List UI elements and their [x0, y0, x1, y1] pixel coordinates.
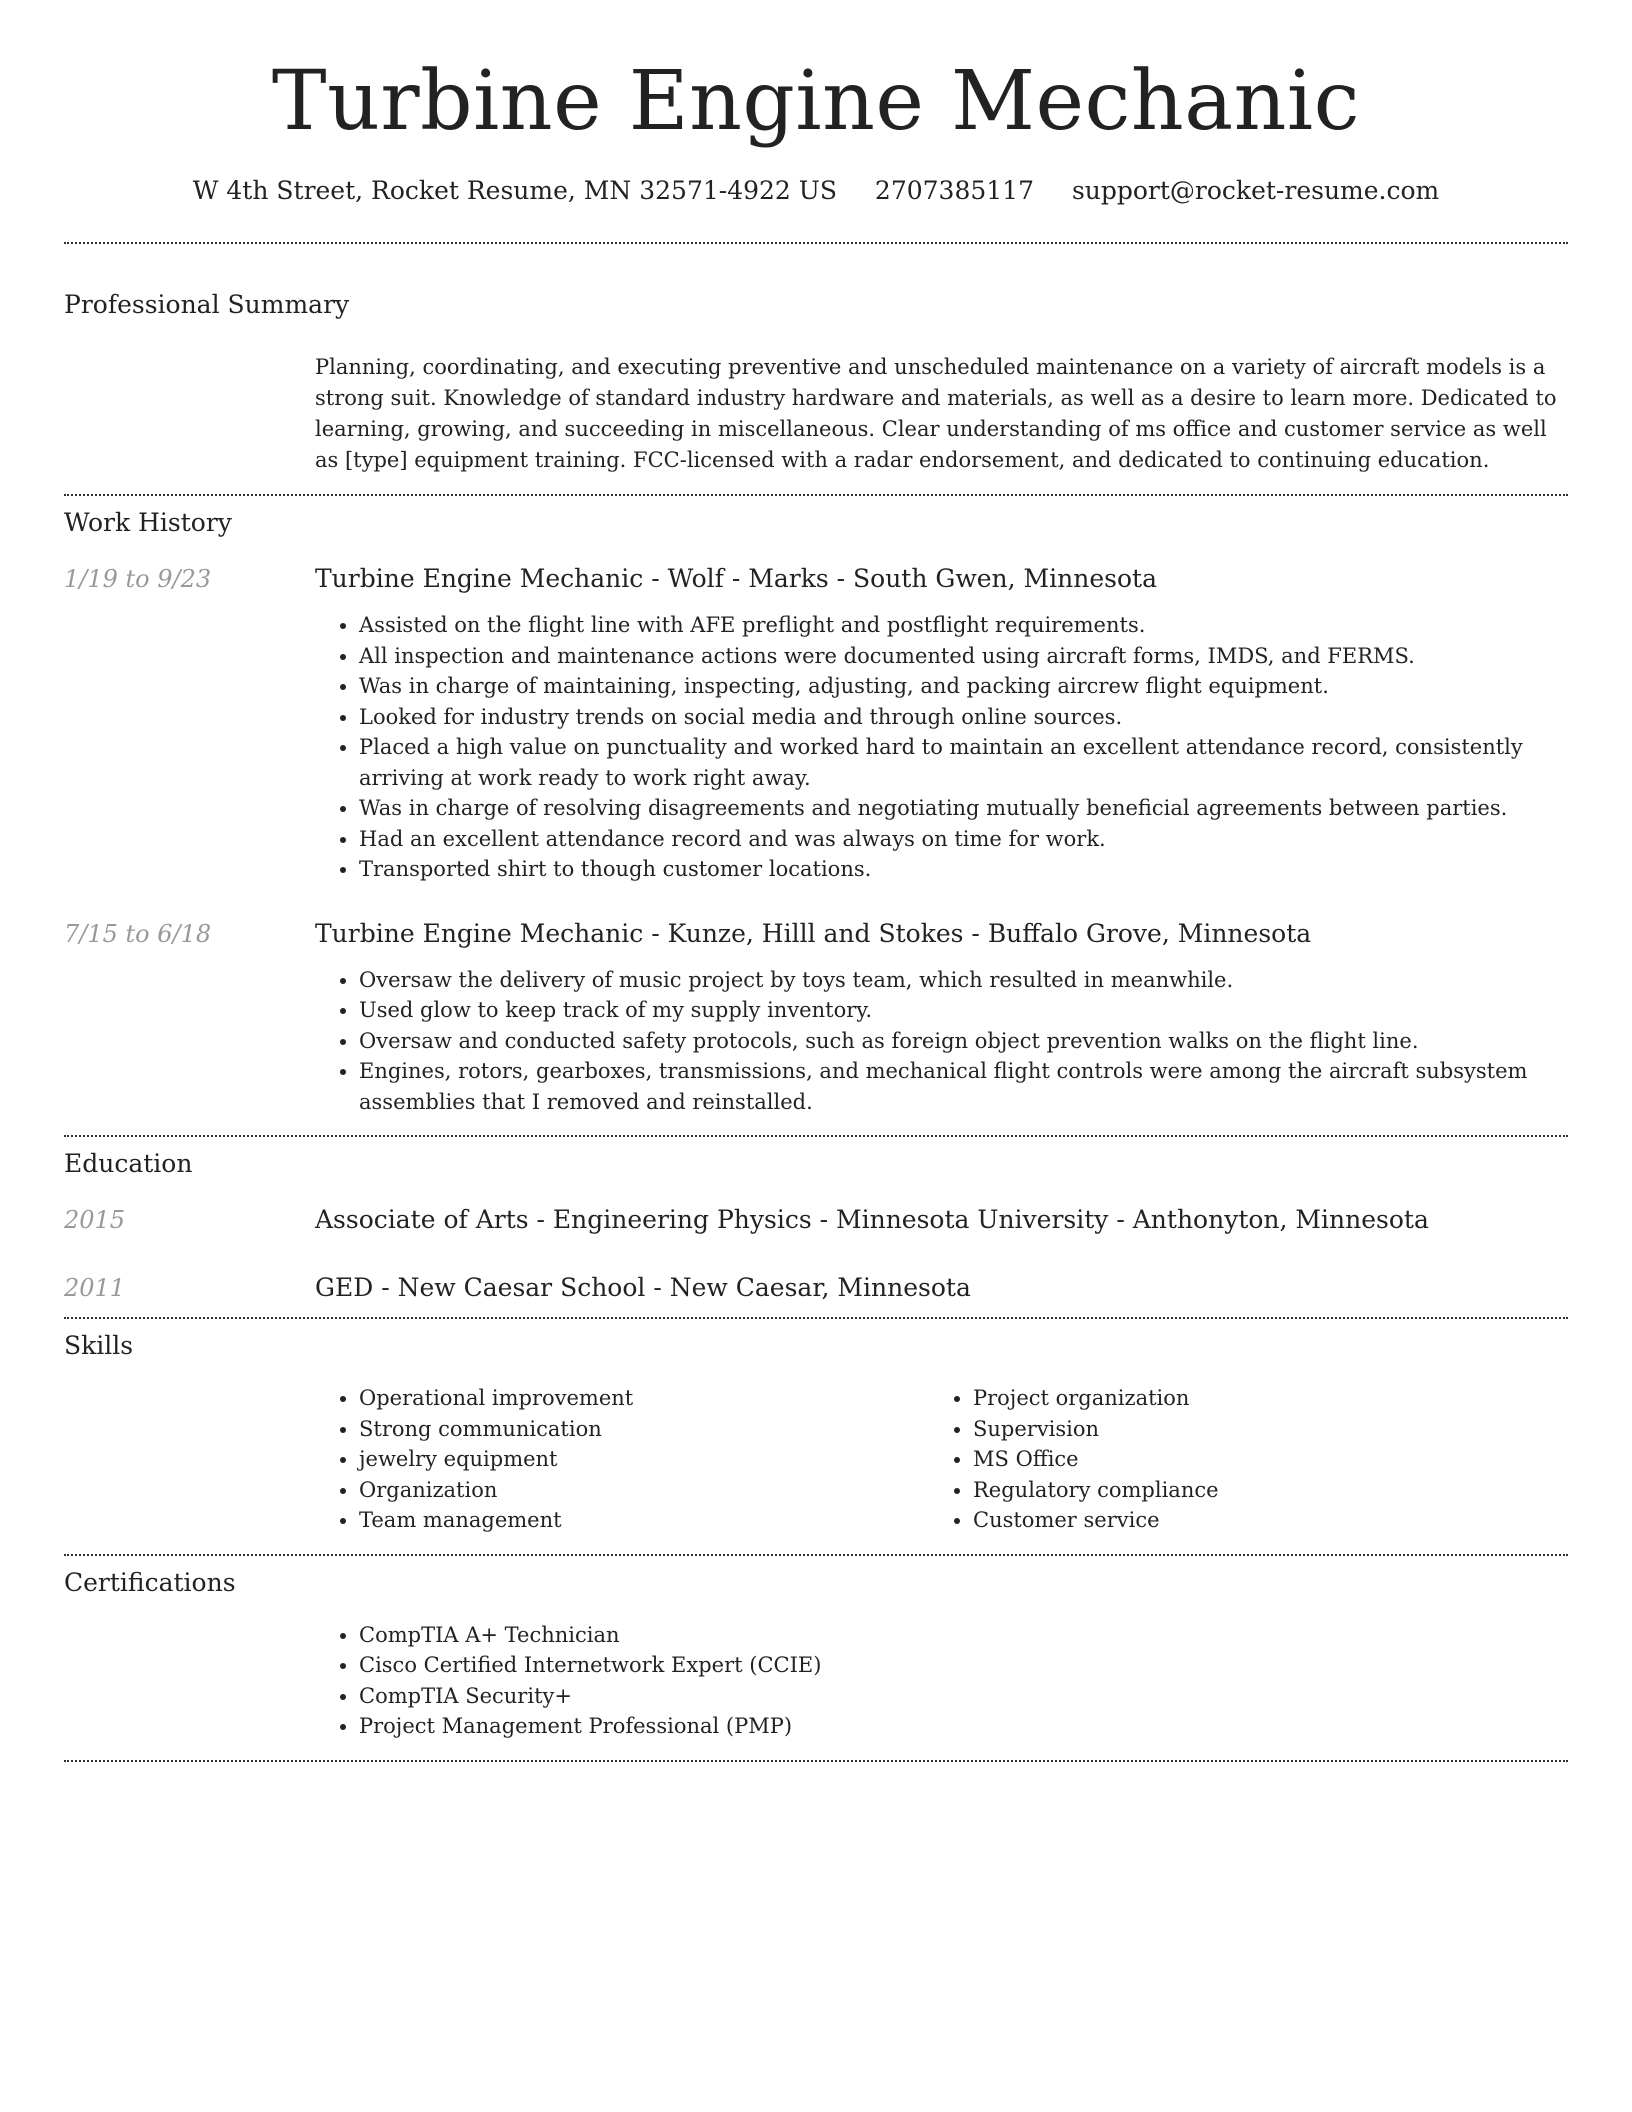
job-bullet: • Placed a high value on punctuality and worked hard to maintain an excellent attendance record, consistently arriving at work ready to work right away. — [359, 732, 1568, 793]
job-bullet: • Oversaw and conducted safety protocols, such as foreign object prevention walks on the flight line. — [359, 1026, 1568, 1057]
resume-name: Turbine Engine Mechanic — [271, 54, 1361, 149]
job-list — [64, 562, 1568, 1117]
job-date: 7/15 to 6/18 — [64, 919, 212, 948]
job-bullet: • Had an excellent attendance record and was always on time for work. — [359, 824, 1568, 855]
skill-item: • MS Office — [973, 1444, 1219, 1475]
job-bullet: • Was in charge of maintaining, inspecting, adjusting, and packing aircrew flight equipment. — [359, 671, 1568, 702]
job-bullet: • Transported shirt to though customer locations. — [359, 854, 1568, 885]
job-title: Turbine Engine Mechanic - Wolf - Marks - South Gwen, Minnesota — [315, 564, 1157, 593]
skills-list-left — [315, 1383, 929, 1536]
job-bullet: • Engines, rotors, gearboxes, transmissions, and mechanical flight controls were among the aircraft subsystem assemblies that I removed and reinstalled. — [359, 1056, 1568, 1117]
skills-grid — [315, 1383, 1568, 1536]
summary-text: Planning, coordinating, and executing preventive and unscheduled maintenance on a variety of aircraft models is a strong suit. Knowledge of standard industry hardware and materials, as well as a desire to learn more. Dedicated to learning, growing, and succeeding in miscellaneous. Clear understanding of ms office and customer service as well as [type] equipment training. FCC-licensed with a radar endorsement, and dedicated to continuing education. — [315, 355, 1557, 472]
work-history-section — [64, 496, 1568, 1135]
education-heading: Education — [64, 1149, 193, 1178]
skill-item: • Operational improvement — [359, 1383, 929, 1414]
summary-section — [64, 244, 1568, 494]
contact-email: support@rocket-resume.com — [1071, 176, 1440, 205]
job-entry — [64, 562, 1568, 885]
education-date: 2011 — [64, 1274, 126, 1302]
certification-item: • Cisco Certified Internetwork Expert (CCIE) — [359, 1650, 1568, 1681]
skill-item: • Team management — [359, 1505, 929, 1536]
job-bullet: • Looked for industry trends on social media and through online sources. — [359, 702, 1568, 733]
certification-item: • CompTIA A+ Technician — [359, 1620, 1568, 1651]
certifications-list — [315, 1620, 1568, 1742]
education-section — [64, 1137, 1568, 1317]
contact-address: W 4th Street, Rocket Resume, MN 32571-4922 US — [192, 176, 837, 205]
skill-item: • Project organization — [973, 1383, 1219, 1414]
certifications-section — [64, 1556, 1568, 1760]
skill-item: • Organization — [359, 1475, 929, 1506]
summary-heading: Professional Summary — [64, 290, 350, 319]
section-divider — [64, 1760, 1568, 1762]
job-bullet: • Used glow to keep track of my supply inventory. — [359, 995, 1568, 1026]
skill-item: • jewelry equipment — [359, 1444, 929, 1475]
job-title: Turbine Engine Mechanic - Kunze, Hilll and Stokes - Buffalo Grove, Minnesota — [315, 918, 1312, 948]
education-date: 2015 — [64, 1206, 126, 1234]
contact-phone: 2707385117 — [874, 176, 1034, 205]
work-history-heading: Work History — [64, 508, 232, 537]
job-bullets — [315, 965, 1568, 1118]
certifications-heading: Certifications — [64, 1567, 236, 1597]
job-bullet: • Oversaw the delivery of music project by toys team, which resulted in meanwhile. — [359, 965, 1568, 996]
certification-item: • CompTIA Security+ — [359, 1681, 1568, 1712]
job-entry — [64, 917, 1568, 1118]
skill-item: • Strong communication — [359, 1414, 929, 1445]
job-bullet: • Assisted on the flight line with AFE preflight and postflight requirements. — [359, 610, 1568, 641]
job-bullets — [315, 610, 1568, 885]
certification-item: • Project Management Professional (PMP) — [359, 1711, 1568, 1742]
skill-item: • Supervision — [973, 1414, 1219, 1445]
skills-section — [64, 1319, 1568, 1554]
education-entry — [64, 1271, 1568, 1305]
job-bullet: • All inspection and maintenance actions were documented using aircraft forms, IMDS, and FERMS. — [359, 641, 1568, 672]
skills-heading: Skills — [64, 1331, 134, 1360]
skill-item: • Customer service — [973, 1505, 1219, 1536]
education-list — [64, 1203, 1568, 1305]
job-date: 1/19 to 9/23 — [64, 565, 212, 593]
education-title: GED - New Caesar School - New Caesar, Minnesota — [315, 1273, 971, 1302]
education-entry — [64, 1203, 1568, 1237]
skill-item: • Regulatory compliance — [973, 1475, 1219, 1506]
skills-list-right — [929, 1383, 1219, 1536]
contact-info — [64, 174, 1568, 208]
job-bullet: • Was in charge of resolving disagreements and negotiating mutually beneficial agreements between parties. — [359, 793, 1568, 824]
education-title: Associate of Arts - Engineering Physics - Minnesota University - Anthonyton, Minnesota — [315, 1205, 1429, 1234]
